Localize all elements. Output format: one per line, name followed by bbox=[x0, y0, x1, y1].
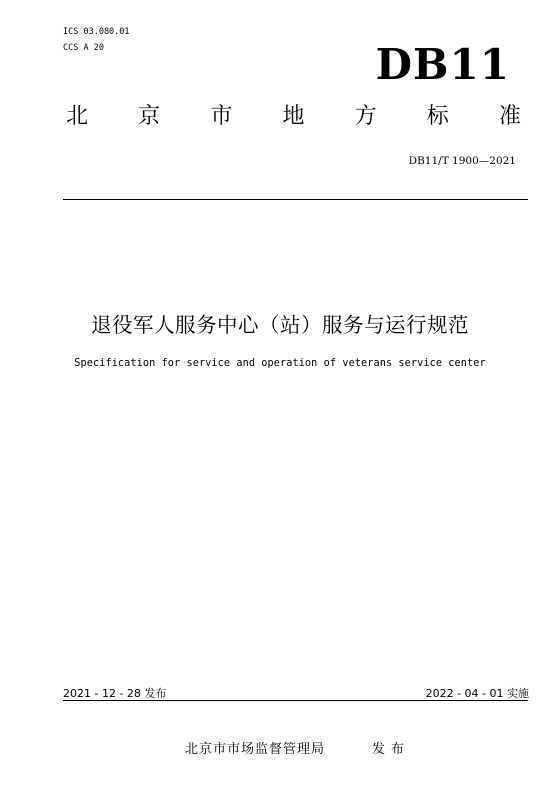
document-title-en: Specification for service and operation of veterans service center bbox=[74, 358, 486, 369]
standard-type-char: 市 bbox=[210, 104, 233, 129]
standard-type-char: 方 bbox=[354, 104, 377, 129]
bottom-divider bbox=[63, 700, 528, 701]
standard-type-char: 地 bbox=[282, 104, 305, 129]
issuing-action: 发布 bbox=[372, 742, 411, 757]
db-logo: DB11 bbox=[375, 40, 510, 89]
standard-type-char: 北 bbox=[66, 104, 89, 129]
standard-type-char: 京 bbox=[138, 104, 161, 129]
ccs-code: CCS A 20 bbox=[63, 43, 104, 53]
issue-date: 2021 - 12 - 28 发布 bbox=[63, 687, 167, 700]
standard-type-char: 标 bbox=[426, 104, 449, 129]
standard-type bbox=[66, 106, 521, 128]
document-title-zh: 退役军人服务中心（站）服务与运行规范 bbox=[91, 313, 469, 337]
standard-number: DB11/T 1900—2021 bbox=[408, 155, 516, 167]
standard-type-char: 准 bbox=[498, 104, 521, 129]
implementation-date: 2022 - 04 - 01 实施 bbox=[425, 687, 529, 700]
ics-code: ICS 03.080.01 bbox=[63, 27, 130, 37]
top-divider bbox=[63, 199, 528, 200]
issuing-authority: 北京市市场监督管理局 bbox=[185, 742, 326, 757]
